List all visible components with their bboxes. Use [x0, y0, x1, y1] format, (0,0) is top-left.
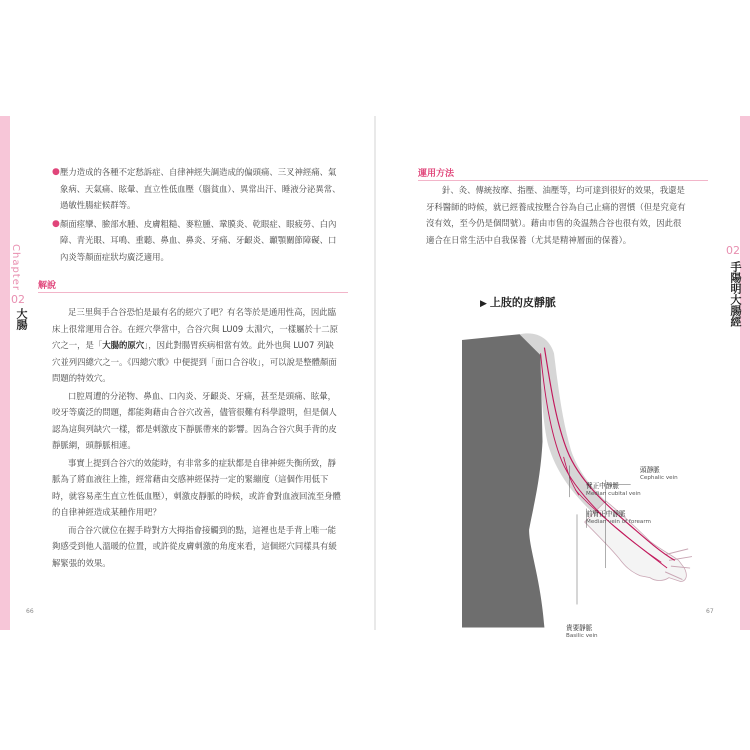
label-basilic-vein	[566, 624, 598, 640]
left-chapter-marker	[10, 244, 26, 330]
section-title-explanation: 解說	[38, 281, 57, 291]
explanation-body	[52, 304, 342, 572]
label-en: Cephalic vein	[640, 475, 678, 481]
gutter	[374, 116, 376, 630]
chapter-title: 大腸	[15, 307, 28, 330]
list-item	[52, 216, 342, 266]
label-zh: 頭靜脈	[640, 466, 660, 474]
section-title-usage: 運用方法	[418, 169, 455, 179]
paragraph-text: 」，因此對腸胃疾病相當有效。此外也與 LU07 列缺穴並列四總穴之一。《四總穴歌》中便提到「面口合谷收」，可以說是整體顏面問題的特效穴。	[52, 340, 337, 383]
right-chapter-marker	[726, 244, 740, 327]
paragraph	[52, 455, 342, 521]
left-edge-tab	[0, 116, 10, 630]
paragraph-text: 足三里與手合谷恐怕是最有名的經穴了吧？有名等於是通用性高，因此臨床上很常運用合谷。在經穴學當中，合谷穴與 LU09 太淵穴，一樣屬於十二原穴之一，是「	[52, 307, 338, 350]
section-rule	[418, 180, 708, 181]
label-zh: 貴要靜脈	[566, 624, 593, 632]
figure-title-text: 上肢的皮靜脈	[489, 296, 556, 309]
book-spread	[0, 116, 750, 639]
right-chapter-title: 手陽明大腸經	[729, 261, 742, 327]
label-en: Median vein of forearm	[586, 519, 652, 525]
figure-title	[480, 294, 556, 310]
paragraph-text: 口腔周遭的分泌物、鼻血、口內炎、牙齦炎、牙痛，甚至是頭痛、眩暈，咬牙等廣泛的問題，都能夠藉由合谷穴改善，儘管很難有科學證明，但是個人認為這與列缺穴一樣，都是刺激皮下靜脈帶來的影響。因為合谷穴與手背的皮靜脈網，頭靜脈相連。	[52, 390, 337, 450]
bullet-dot-icon: ●	[52, 218, 60, 229]
list-item-text: 顏面痙攣、臉部水腫、皮膚粗糙、麥粒腫、鞏膜炎、乾眼症、眼疲勞、白內障、青光眼、耳鳴、重聽、鼻血、鼻炎、牙痛、牙齦炎、顳顎關節障礙、口內炎等顏面症狀均廣泛適用。	[60, 218, 337, 262]
page-number-left: 66	[26, 608, 34, 615]
paragraph-text: 而合谷穴就位在握手時對方大拇指會接觸到的點，這裡也是手背上唯一能夠感受到他人溫暖的位置，或許從皮膚刺激的角度來看，這個經穴同樣具有緩解緊張的效果。	[52, 524, 337, 568]
list-item-text: 壓力造成的各種不定愁訴症、自律神經失調造成的偏頭痛、三叉神經痛、氣象病、天氣痛、眩暈、直立性低血壓（腦貧血）、異常出汗、睡液分泌異常、過敏性腸症候群等。	[60, 167, 341, 210]
paragraph-text: 事實上提到合谷穴的效能時，有非常多的症狀都是自律神經失衡所致，靜脈為了將血液往上推，經常藉由交感神經保持一定的緊繃度（這個作用低下時，就容易產生直立性低血壓），刺激皮靜脈的時候，或許會對血液回流至身體的自律神經造成某種作用吧？	[52, 457, 341, 517]
label-cephalic-vein	[640, 466, 678, 482]
torso-shape	[462, 334, 544, 627]
paragraph	[52, 388, 342, 454]
triangle-icon: ▶	[480, 299, 487, 309]
chapter-word: Chapter	[10, 244, 21, 291]
label-en: Median cubital vein	[586, 491, 641, 497]
label-zh: 臂正中靜脈	[586, 482, 619, 490]
section-rule	[38, 292, 348, 293]
usage-body	[426, 182, 688, 249]
right-chapter-number: 02	[726, 244, 740, 257]
chapter-number: 02	[11, 292, 25, 306]
list-item	[52, 164, 342, 214]
emphasis-text: 大腸的原穴	[102, 340, 145, 350]
bullet-dot-icon: ●	[52, 167, 60, 177]
indication-list	[52, 164, 342, 267]
paragraph: 針、灸、傳統按摩、指壓、油壓等，均可達到很好的效果，我還是牙科醫師的時候，就已經養成按壓合谷為自己止痛的習慣（但是究竟有沒有效，至今仍是個問號）。藉由市售的灸温熱合谷也很有效，因此很適合在日常生活中自我保養（尤其是精神層面的保養）。	[426, 185, 686, 245]
label-en: Basilic vein	[566, 633, 598, 639]
label-median-forearm-vein	[586, 510, 651, 526]
label-zh: 前臂正中靜脈	[586, 510, 626, 518]
paragraph	[52, 522, 342, 572]
right-edge-tab	[740, 116, 750, 630]
page-number-right: 67	[706, 608, 714, 615]
label-median-cubital-vein	[586, 482, 641, 498]
paragraph	[52, 304, 342, 387]
